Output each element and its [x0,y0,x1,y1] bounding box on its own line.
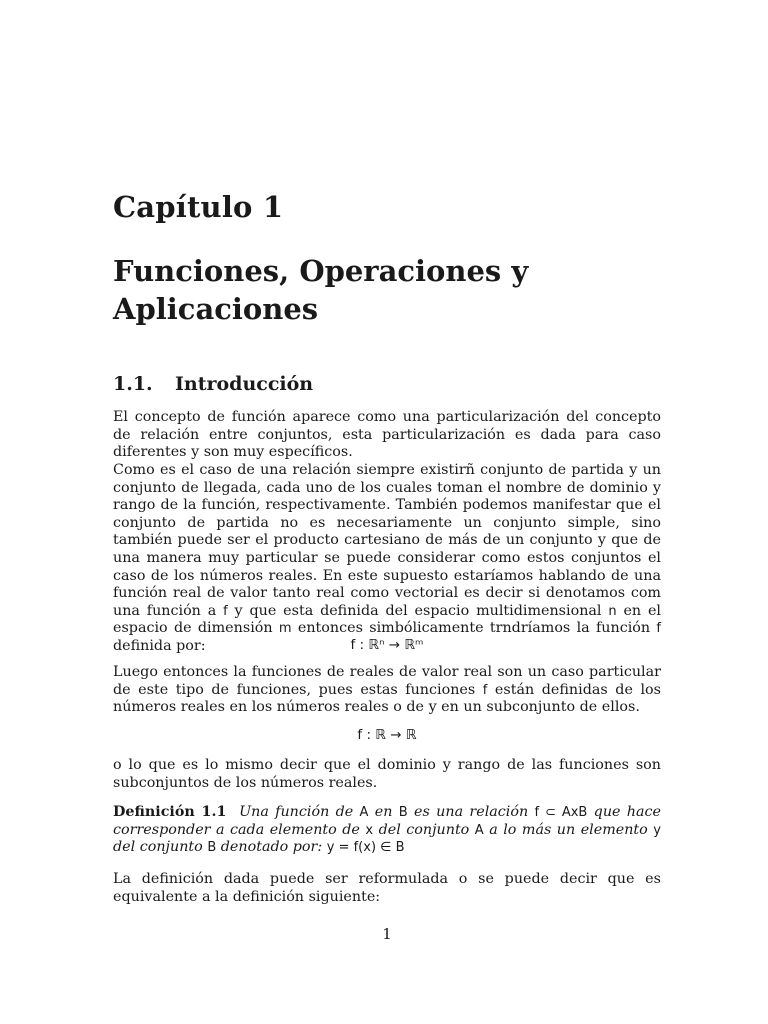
math-symbol: A [474,822,484,838]
body-paragraph-4: o lo que es lo mismo decir que el dominio y rango de las funciones son subconjuntos de los números reales. [113,757,661,791]
math-symbol: n [608,603,617,619]
math-symbol: x [365,822,374,838]
text-run: y que esta definida del espacio multidimensional [227,602,609,619]
intro-paragraph: El concepto de función aparece como una particularización del concepto de relación entre conjuntos, esta particularización es dada para caso diferentes y son muy específicos. [113,409,661,461]
text-run: definida por: [113,637,206,654]
text-run: están definidas de los números reales en los números reales o de y en un subconjunto de ellos. [113,681,661,716]
document-page [113,0,661,1024]
body-paragraph-3 [113,664,661,717]
section-heading [113,373,313,395]
math-symbol: f ⊂ AxB [534,805,588,820]
text-run: en el espacio de dimensión [113,602,661,637]
text-run: Una función de [239,804,360,820]
chapter-title: Funciones, Operaciones y Aplicaciones [113,254,529,326]
text-run: del conjunto [373,821,475,838]
math-symbol: f [482,682,488,698]
math-symbol: m [278,621,292,637]
math-symbol: A [359,805,369,820]
text-run: Luego entonces la funciones de reales de valor real son un caso particular de este tipo de funciones, pues estas funciones [113,664,661,698]
text-run: es una relación [407,804,535,820]
math-symbol: f [223,603,228,619]
formula-display-1: f : ℝⁿ → ℝᵐ [350,637,424,653]
page-number: 1 [382,925,392,943]
text-run: en [368,804,399,820]
text-run: a lo más un elemento [483,821,654,838]
section-number: 1.1. [113,373,153,395]
text-run: que hace corresponder a cada elemento de [113,804,662,838]
math-symbol: y [653,822,661,838]
math-symbol: B [207,840,217,856]
chapter-label: Capítulo 1 [113,190,284,224]
text-run: del conjunto [113,839,208,856]
definition-label: Definición 1.1 [113,804,227,820]
math-symbol: B [398,805,408,820]
text-run: entonces simbólicamente trndríamos la función [291,620,657,637]
body-paragraph-2 [113,462,661,656]
math-symbol: f [656,621,661,637]
text-run: denotado por: [216,839,327,856]
math-symbol: y = f(x) ∈ B [326,840,405,856]
section-title: Introducción [175,373,314,395]
text-run: Como es el caso de una relación siempre existirñ conjunto de partida y un conjunto de llegada, cada uno de los cuales toman el nombre de dominio y rango de la función, respectivamente. También podemos manifestar que el conjunto de partida no es necesariamente un conjunto simple, sino también puede ser el producto cartesiano de más de un conjunto y que de una manera muy particular se puede considerar como estos conjuntos el caso de los números reales. En este supuesto estaríamos hablando de una función real de valor tanto real como vectorial es decir si denotamos com una función a [113,462,661,619]
definition-block [113,804,661,857]
closing-paragraph: La definición dada puede ser reformulada o se puede decir que es equivalente a la definición siguiente: [113,871,661,905]
formula-display-2: f : ℝ → ℝ [357,727,417,743]
